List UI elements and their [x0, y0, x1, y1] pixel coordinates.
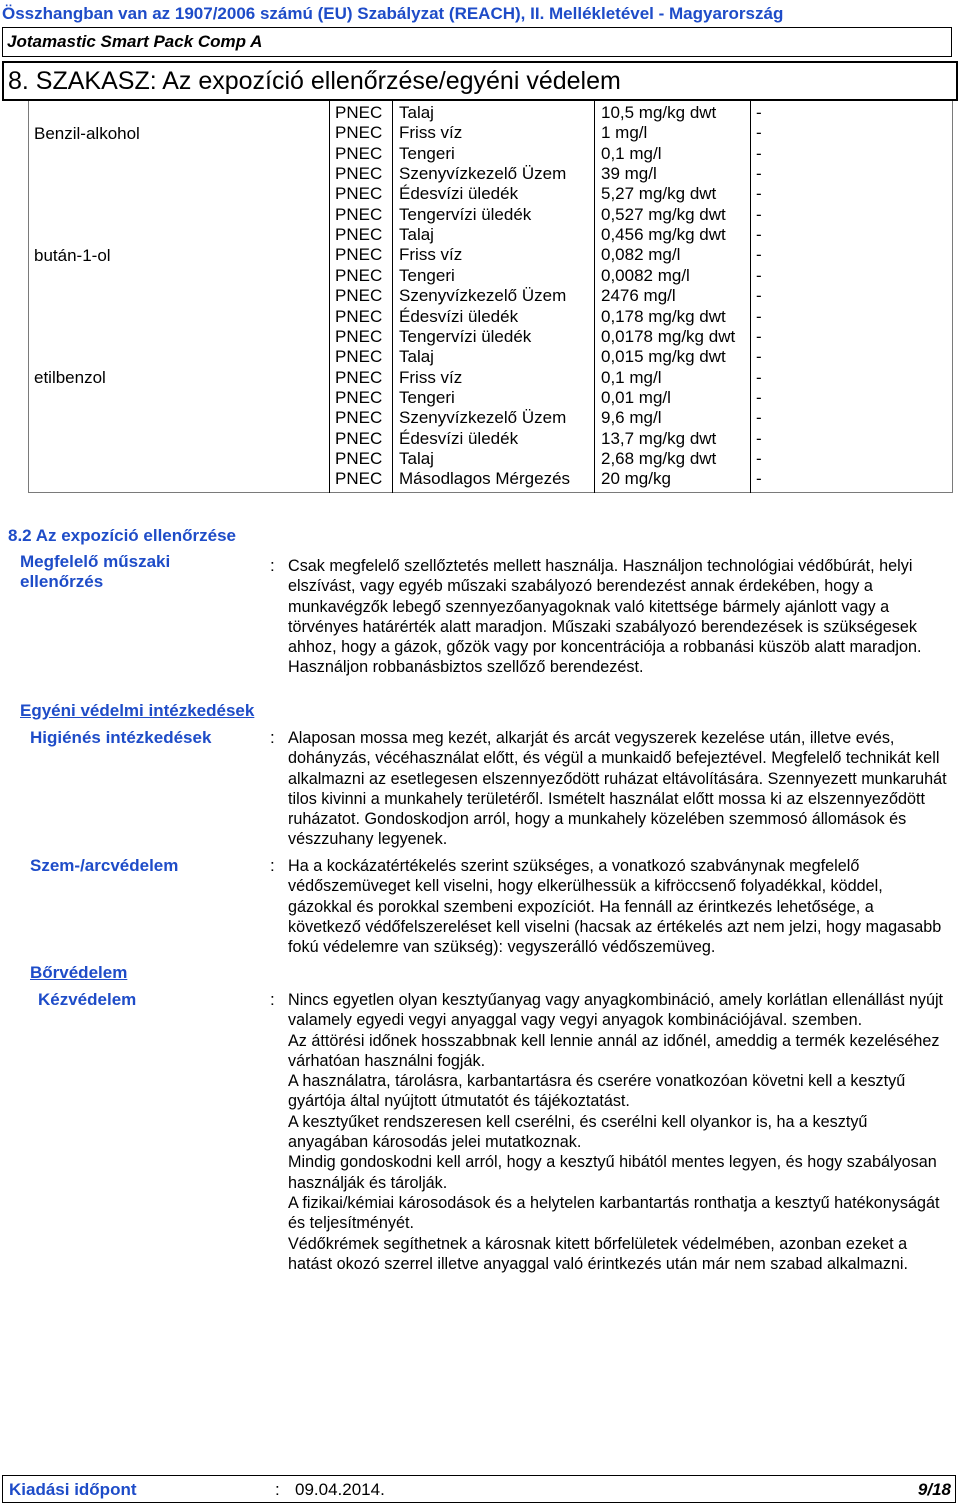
- pnec-row: [0, 449, 960, 469]
- pnec-compartment: Talaj: [399, 448, 434, 468]
- pnec-type: PNEC: [335, 225, 383, 245]
- pnec-type: PNEC: [335, 143, 383, 163]
- pnec-row: [0, 327, 960, 347]
- label-colon: :: [270, 556, 275, 575]
- pnec-compartment: Szenyvízkezelő Üzem: [399, 286, 567, 306]
- pnec-row: [0, 144, 960, 164]
- pnec-row: [0, 307, 960, 327]
- pnec-compartment: Friss víz: [399, 123, 463, 143]
- personal-protection-label: Egyéni védelmi intézkedések: [20, 701, 255, 720]
- pnec-value: 10,5 mg/kg dwt: [601, 103, 717, 122]
- page-number: 9/18: [917, 1480, 951, 1499]
- pnec-value: 0,456 mg/kg dwt: [601, 225, 726, 245]
- pnec-remark: -: [756, 428, 762, 448]
- pnec-value: 0,1 mg/l: [601, 367, 662, 387]
- pnec-value: 0,015 mg/kg dwt: [601, 347, 726, 367]
- pnec-row: [0, 103, 960, 123]
- label-colon: :: [270, 990, 275, 1009]
- pnec-compartment: Tengervízi üledék: [399, 326, 532, 346]
- pnec-remark: -: [756, 164, 762, 184]
- pnec-type: PNEC: [335, 265, 383, 285]
- pnec-value: 2476 mg/l: [601, 286, 676, 306]
- pnec-value: 0,01 mg/l: [601, 387, 671, 407]
- pnec-type: PNEC: [335, 387, 383, 407]
- pnec-type: PNEC: [335, 286, 383, 306]
- pnec-type: PNEC: [335, 469, 383, 489]
- pnec-value: 9,6 mg/l: [601, 408, 662, 428]
- hygiene-text: Alaposan mossa meg kezét, alkarját és arcát vegyszerek kezelése után, illetve evés, dohányzás, vécéhasználat előtt, és végül a munkaidő befejeztével. Megfelelő technikát kell alkalmazni az esetlegesen elszennyeződött ruházat eltávolítására. Szennyezett munkaruhát tilos kivinni a munkahely területéről. Ismételt használat előtt mossa ki az elszennyeződött ruházatot. Gondoskodjon arról, hogy a munkahely közelében szemmosó állomások és vészzuhany legyenek.: [288, 729, 947, 849]
- pnec-value: 2,68 mg/kg dwt: [601, 448, 717, 468]
- issue-date-label: Kiadási időpont: [9, 1480, 137, 1499]
- regulation-header: Összhangban van az 1907/2006 számú (EU) Szabályzat (REACH), II. Mellékletével - Magyarország: [2, 4, 784, 23]
- pnec-remark: -: [756, 326, 762, 346]
- pnec-value: 0,0178 mg/kg dwt: [601, 326, 736, 346]
- pnec-remark: -: [756, 387, 762, 407]
- pnec-type: PNEC: [335, 367, 383, 387]
- hand-protection-paragraph: A fizikai/kémiai károsodások és a helytelen karbantartás ronthatja a kesztyű hatékonyságát és teljesítményét.: [288, 1193, 940, 1233]
- pnec-value: 0,527 mg/kg dwt: [601, 204, 726, 224]
- pnec-value: 0,082 mg/l: [601, 245, 681, 265]
- hand-protection-paragraph: A használatra, tárolásra, karbantartásra és cserére vonatkozóan követni kell a kesztyű gyártója által nyújtott útmutatót és tájékoztatást.: [288, 1072, 906, 1111]
- engineering-controls-text: Csak megfelelő szellőztetés mellett használja. Használjon technológiai védőbúrát, helyi elszívást, vagy egyéb műszaki szabályozó berendezést annak érdekében, hogy a munkavégzők lebegő szennyezőanyagoknak való kitettsége bármely ajánlott vagy a törvényes határérték alatt maradjon. Műszaki szabályozó berendezések is szükségesek ahhoz, hogy a gázok, gőzök vagy por koncentrációja a robbanási küszöb alatt maradjon. Használjon robbanásbiztos szellőző berendezést.: [288, 557, 922, 677]
- pnec-compartment: Talaj: [399, 103, 434, 122]
- pnec-value: 13,7 mg/kg dwt: [601, 428, 717, 448]
- section-title: 8. SZAKASZ: Az expozíció ellenőrzése/egyéni védelem: [2, 61, 958, 101]
- issue-date: 09.04.2014.: [295, 1480, 385, 1499]
- hand-protection-paragraph: Védőkrémek segíthetnek a károsnak kitett bőrfelületek védelmében, azonban ezeket a hatást okozó szerrel illetve anyaggal való érintkezés után már nem szabad alkalmazni.: [288, 1234, 908, 1273]
- pnec-remark: -: [756, 143, 762, 163]
- pnec-remark: -: [756, 265, 762, 285]
- pnec-remark: -: [756, 204, 762, 224]
- pnec-remark: -: [756, 347, 762, 367]
- pnec-type: PNEC: [335, 184, 383, 204]
- pnec-remark: -: [756, 367, 762, 387]
- pnec-value: 5,27 mg/kg dwt: [601, 184, 717, 204]
- pnec-type: PNEC: [335, 164, 383, 184]
- pnec-value: 39 mg/l: [601, 164, 657, 184]
- pnec-type: PNEC: [335, 123, 383, 143]
- product-name: Jotamastic Smart Pack Comp A: [2, 27, 952, 57]
- pnec-compartment: Édesvízi üledék: [399, 306, 519, 326]
- hygiene-label: Higiénés intézkedések: [30, 728, 212, 747]
- pnec-row: [0, 347, 960, 367]
- pnec-remark: -: [756, 286, 762, 306]
- pnec-compartment: Másodlagos Mérgezés: [399, 469, 571, 489]
- pnec-type: PNEC: [335, 428, 383, 448]
- substance-name: bután-1-ol: [34, 246, 111, 265]
- pnec-row: [0, 184, 960, 204]
- eye-protection-label: Szem-/arcvédelem: [30, 856, 179, 875]
- eye-protection-text: Ha a kockázatértékelés szerint szükséges, a vonatkozó szabványnak megfelelő védőszemüveget kell viselni, hogy elkerülhessük a kifröccsenő folyadékkal, köddel, gázokkal és porokkal szembeni expozíciót. Ha fennáll az érintkezés lehetősége, a következő védőfelszereléset kell viselni (hacsak az értékelés azt nem jelzi, hogy magasabb fokú védelemre van szükség): vegyszerálló védőszemüveg.: [288, 857, 942, 957]
- pnec-value: 1 mg/l: [601, 123, 648, 143]
- pnec-remark: -: [756, 408, 762, 428]
- pnec-compartment: Tengeri: [399, 265, 455, 285]
- pnec-value: 20 mg/kg: [601, 469, 671, 489]
- substance-name: etilbenzol: [34, 368, 106, 387]
- pnec-row: [0, 123, 960, 143]
- hand-protection-label: Kézvédelem: [38, 990, 137, 1009]
- pnec-remark: -: [756, 184, 762, 204]
- pnec-compartment: Friss víz: [399, 245, 463, 265]
- label-colon: :: [270, 728, 275, 747]
- pnec-compartment: Talaj: [399, 225, 434, 245]
- pnec-compartment: Tengeri: [399, 387, 455, 407]
- subsection-heading: 8.2 Az expozíció ellenőrzése: [8, 526, 237, 545]
- hand-protection-paragraph: Az áttörési időnek hosszabbnak kell lennie annál az időnél, ameddig a termék kezeléséhez várhatóan használni fogják.: [288, 1031, 940, 1070]
- label-colon: :: [275, 1480, 280, 1499]
- pnec-row: [0, 266, 960, 286]
- pnec-value: 0,178 mg/kg dwt: [601, 306, 726, 326]
- pnec-row: [0, 429, 960, 449]
- pnec-compartment: Friss víz: [399, 367, 463, 387]
- pnec-type: PNEC: [335, 306, 383, 326]
- pnec-row: [0, 245, 960, 265]
- pnec-row: [0, 225, 960, 245]
- pnec-compartment: Talaj: [399, 347, 434, 367]
- pnec-type: PNEC: [335, 204, 383, 224]
- pnec-row: [0, 469, 960, 489]
- pnec-compartment: Édesvízi üledék: [399, 428, 519, 448]
- page-footer: [2, 1475, 956, 1503]
- pnec-type: PNEC: [335, 326, 383, 346]
- pnec-row: [0, 368, 960, 388]
- label-colon: :: [270, 856, 275, 875]
- pnec-type: PNEC: [335, 448, 383, 468]
- pnec-row: [0, 286, 960, 306]
- pnec-type: PNEC: [335, 245, 383, 265]
- hand-protection-text: [288, 990, 948, 1274]
- pnec-compartment: Tengervízi üledék: [399, 204, 532, 224]
- skin-protection-label: Bőrvédelem: [30, 963, 128, 982]
- pnec-remark: -: [756, 123, 762, 143]
- pnec-remark: -: [756, 103, 762, 122]
- pnec-compartment: Szenyvízkezelő Üzem: [399, 164, 567, 184]
- pnec-compartment: Szenyvízkezelő Üzem: [399, 408, 567, 428]
- substance-name: Benzil-alkohol: [34, 124, 140, 143]
- pnec-compartment: Tengeri: [399, 143, 455, 163]
- pnec-compartment: Édesvízi üledék: [399, 184, 519, 204]
- engineering-controls-label: Megfelelő műszaki ellenőrzés: [20, 552, 171, 591]
- hand-protection-paragraph: Nincs egyetlen olyan kesztyűanyag vagy anyagkombináció, amely korlátlan ellenállást nyújt valamely egyedi vegyi anyaggal vagy vegyi anyagok kombinációjával. szemben.: [288, 991, 944, 1030]
- pnec-row: [0, 388, 960, 408]
- pnec-remark: -: [756, 245, 762, 265]
- pnec-type: PNEC: [335, 347, 383, 367]
- pnec-remark: -: [756, 306, 762, 326]
- hand-protection-paragraph: Mindig gondoskodni kell arról, hogy a kesztyű hibától mentes legyen, és hogy szabályosan használják és tárolják.: [288, 1153, 937, 1192]
- pnec-type: PNEC: [335, 408, 383, 428]
- pnec-remark: -: [756, 448, 762, 468]
- pnec-remark: -: [756, 225, 762, 245]
- pnec-value: 0,1 mg/l: [601, 143, 662, 163]
- pnec-row: [0, 408, 960, 428]
- pnec-row: [0, 164, 960, 184]
- pnec-type: PNEC: [335, 103, 383, 122]
- pnec-row: [0, 205, 960, 225]
- pnec-remark: -: [756, 469, 762, 489]
- pnec-value: 0,0082 mg/l: [601, 265, 690, 285]
- hand-protection-paragraph: A kesztyűket rendszeresen kell cserélni, és cserélni kell olyankor is, ha a kesztyű anyagában károsodás jelei mutatkoznak.: [288, 1112, 868, 1152]
